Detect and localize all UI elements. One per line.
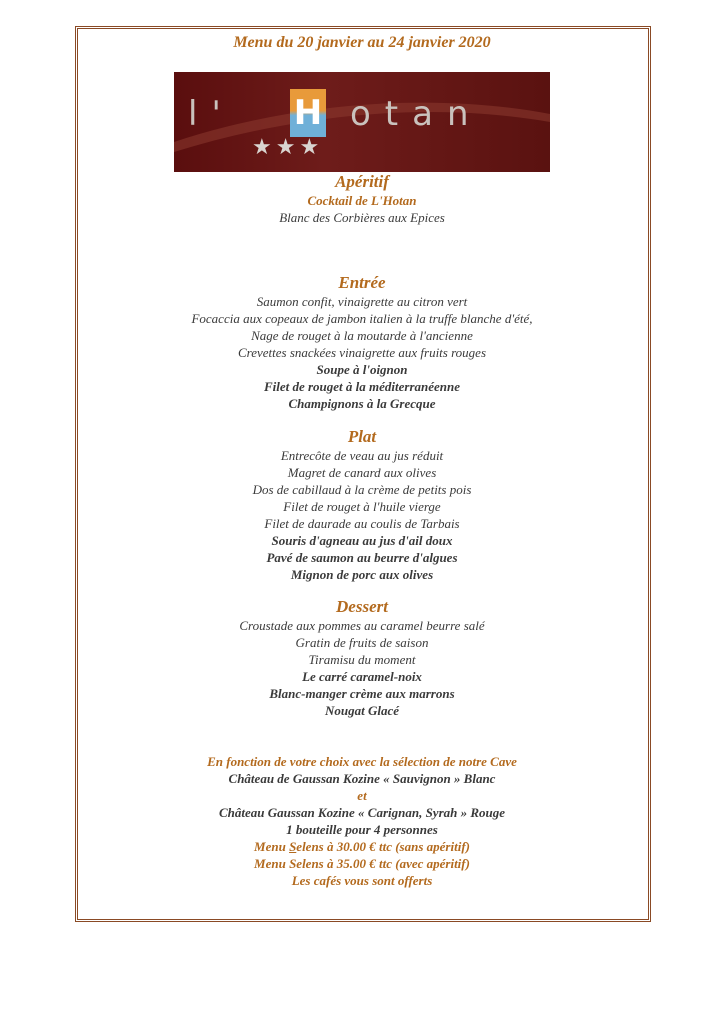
entree-item: Nage de rouget à la moutarde à l'ancienne: [251, 328, 473, 343]
menu-price-s: S: [289, 839, 297, 854]
logo-h-badge: [290, 89, 326, 137]
plat-item: Dos de cabillaud à la crème de petits pois: [252, 482, 472, 497]
menu-price-without-aperitif: [78, 838, 646, 855]
plat-item-bold: Mignon de porc aux olives: [290, 567, 434, 582]
entree-item-bold: Champignons à la Grecque: [288, 396, 436, 411]
dessert-item-bold: Le carré caramel-noix: [302, 669, 422, 684]
dessert-item: Croustade aux pommes au caramel beurre salé: [239, 618, 485, 633]
plat-item: Filet de daurade au coulis de Tarbais: [264, 516, 460, 531]
cave-bottle-info: 1 bouteille pour 4 personnes: [286, 822, 438, 837]
menu-price-rest: elens à 30.00 € ttc (sans apéritif): [296, 839, 470, 854]
cave-intro: En fonction de votre choix avec la sélection de notre Cave: [207, 754, 517, 769]
cafes-offered: Les cafés vous sont offerts: [291, 873, 433, 888]
aperitif-cocktail: Cocktail de L'Hotan: [307, 193, 417, 208]
plat-item: Entrecôte de veau au jus réduit: [280, 448, 444, 463]
entree-item: Focaccia aux copeaux de jambon italien à la truffe blanche d'été,: [191, 311, 533, 326]
cave-and: et: [357, 788, 367, 803]
logo-h-letter: H: [293, 93, 323, 133]
logo-word-right: otan: [350, 94, 483, 134]
dessert-heading: Dessert: [336, 597, 388, 616]
dessert-item-bold: Nougat Glacé: [324, 703, 400, 718]
entree-item: Crevettes snackées vinaigrette aux fruits rouges: [237, 345, 487, 360]
dessert-item-bold: Blanc-manger crème aux marrons: [269, 686, 455, 701]
aperitif-heading: Apéritif: [335, 172, 389, 191]
logo-word-left: l': [188, 94, 235, 134]
plat-item-bold: Souris d'agneau au jus d'ail doux: [271, 533, 453, 548]
cave-wine-white: Château de Gaussan Kozine « Sauvignon » Blanc: [228, 771, 496, 786]
entree-item-bold: Soupe à l'oignon: [316, 362, 408, 377]
plat-item-bold: Pavé de saumon au beurre d'algues: [266, 550, 458, 565]
menu-price-prefix: Menu: [254, 839, 290, 854]
menu-title: Menu du 20 janvier au 24 janvier 2020: [233, 34, 491, 51]
entree-item: Saumon confit, vinaigrette au citron vert: [256, 294, 468, 309]
aperitif-wine: Blanc des Corbières aux Epices: [279, 210, 445, 225]
menu-price-with-aperitif: Menu Selens à 35.00 € ttc (avec apéritif): [254, 856, 470, 871]
menu-content: [78, 172, 646, 889]
entree-item-bold: Filet de rouget à la méditerranéenne: [263, 379, 461, 394]
plat-item: Magret de canard aux olives: [287, 465, 437, 480]
plat-heading: Plat: [347, 427, 377, 446]
entree-heading: Entrée: [338, 273, 386, 292]
dessert-item: Gratin de fruits de saison: [295, 635, 429, 650]
hotel-stars: ★★★: [252, 134, 324, 159]
plat-item: Filet de rouget à l'huile vierge: [283, 499, 441, 514]
hotel-logo: [174, 72, 550, 172]
dessert-item: Tiramisu du moment: [308, 652, 416, 667]
cave-wine-red: Château Gaussan Kozine « Carignan, Syrah » Rouge: [218, 805, 506, 820]
